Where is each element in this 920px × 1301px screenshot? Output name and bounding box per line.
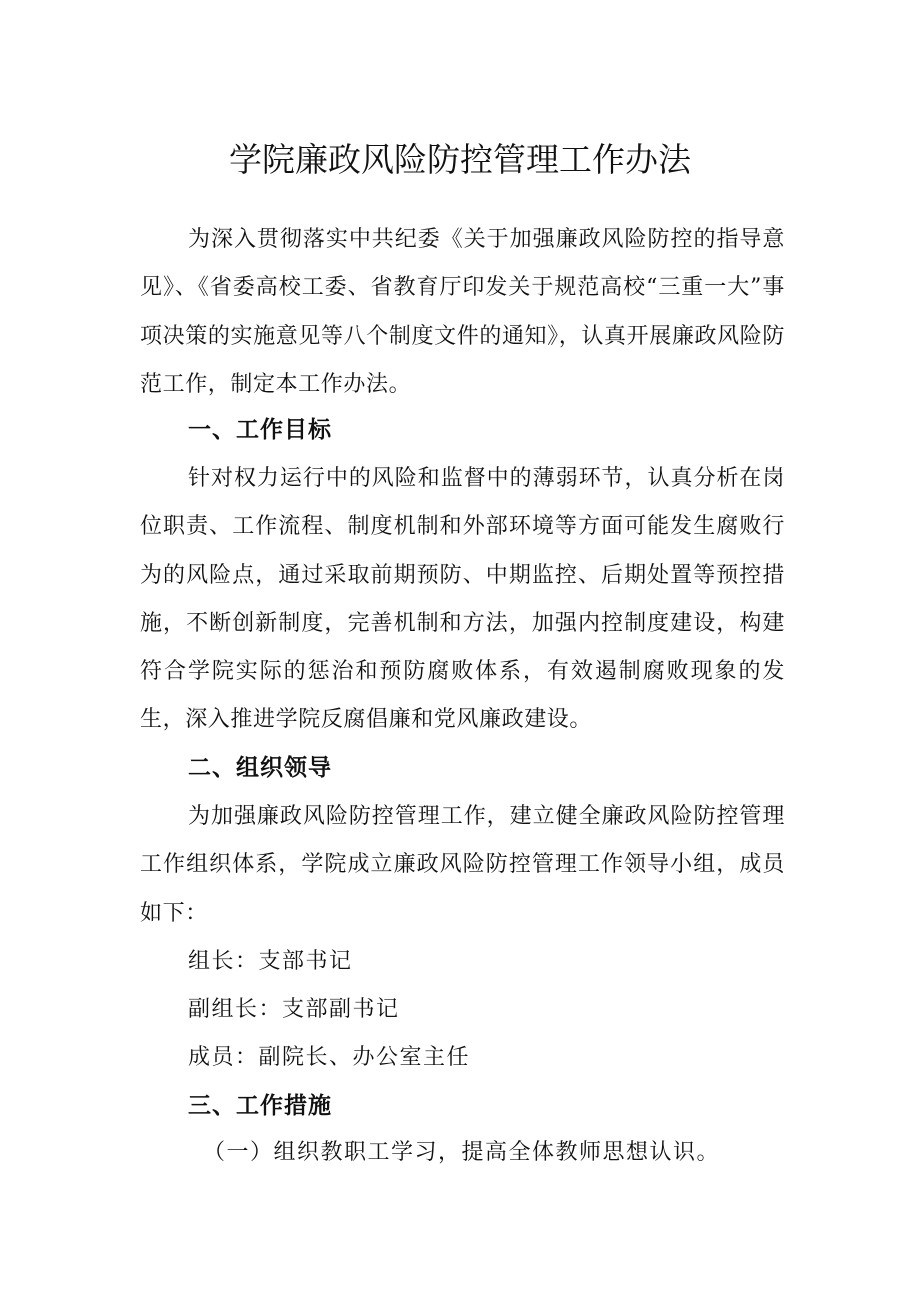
section-heading-measures: 三、工作措施: [188, 1093, 332, 1119]
goals-paragraph: 针对权力运行中的风险和监督中的薄弱环节，认真分析在岗位职责、工作流程、制度机制和外部环境等方面可能发生腐败行为的风险点，通过采取前期预防、中期监控、后期处置等预控措施，不断创新制度，完善机制和方法，加强内控制度建设，构建符合学院实际的惩治和预防腐败体系，有效遏制腐败现象的发生，深入推进学院反腐倡廉和党风廉政建设。: [140, 466, 785, 733]
intro-paragraph: 为深入贯彻落实中共纪委《关于加强廉政风险防控的指导意见》、《省委高校工委、省教育厅印发关于规范高校“三重一大”事项决策的实施意见等八个制度文件的通知》，认真开展廉政风险防范工作，制定本工作办法。: [140, 227, 785, 397]
leadership-paragraph: 为加强廉政风险防控管理工作，建立健全廉政风险防控管理工作组织体系，学院成立廉政风险防控管理工作领导小组，成员如下：: [140, 804, 785, 926]
deputy-leader-line: 副组长：支部副书记: [188, 997, 400, 1022]
leader-line: 组长：支部书记: [188, 949, 353, 974]
section-heading-leadership: 二、组织领导: [188, 755, 332, 781]
members-line: 成员：副院长、办公室主任: [188, 1045, 471, 1070]
document-title: 学院廉政风险防控管理工作办法: [229, 140, 691, 179]
measure-item-1: （一）组织教职工学习，提高全体教师思想认识。: [203, 1140, 721, 1165]
section-heading-goals: 一、工作目标: [188, 417, 332, 443]
